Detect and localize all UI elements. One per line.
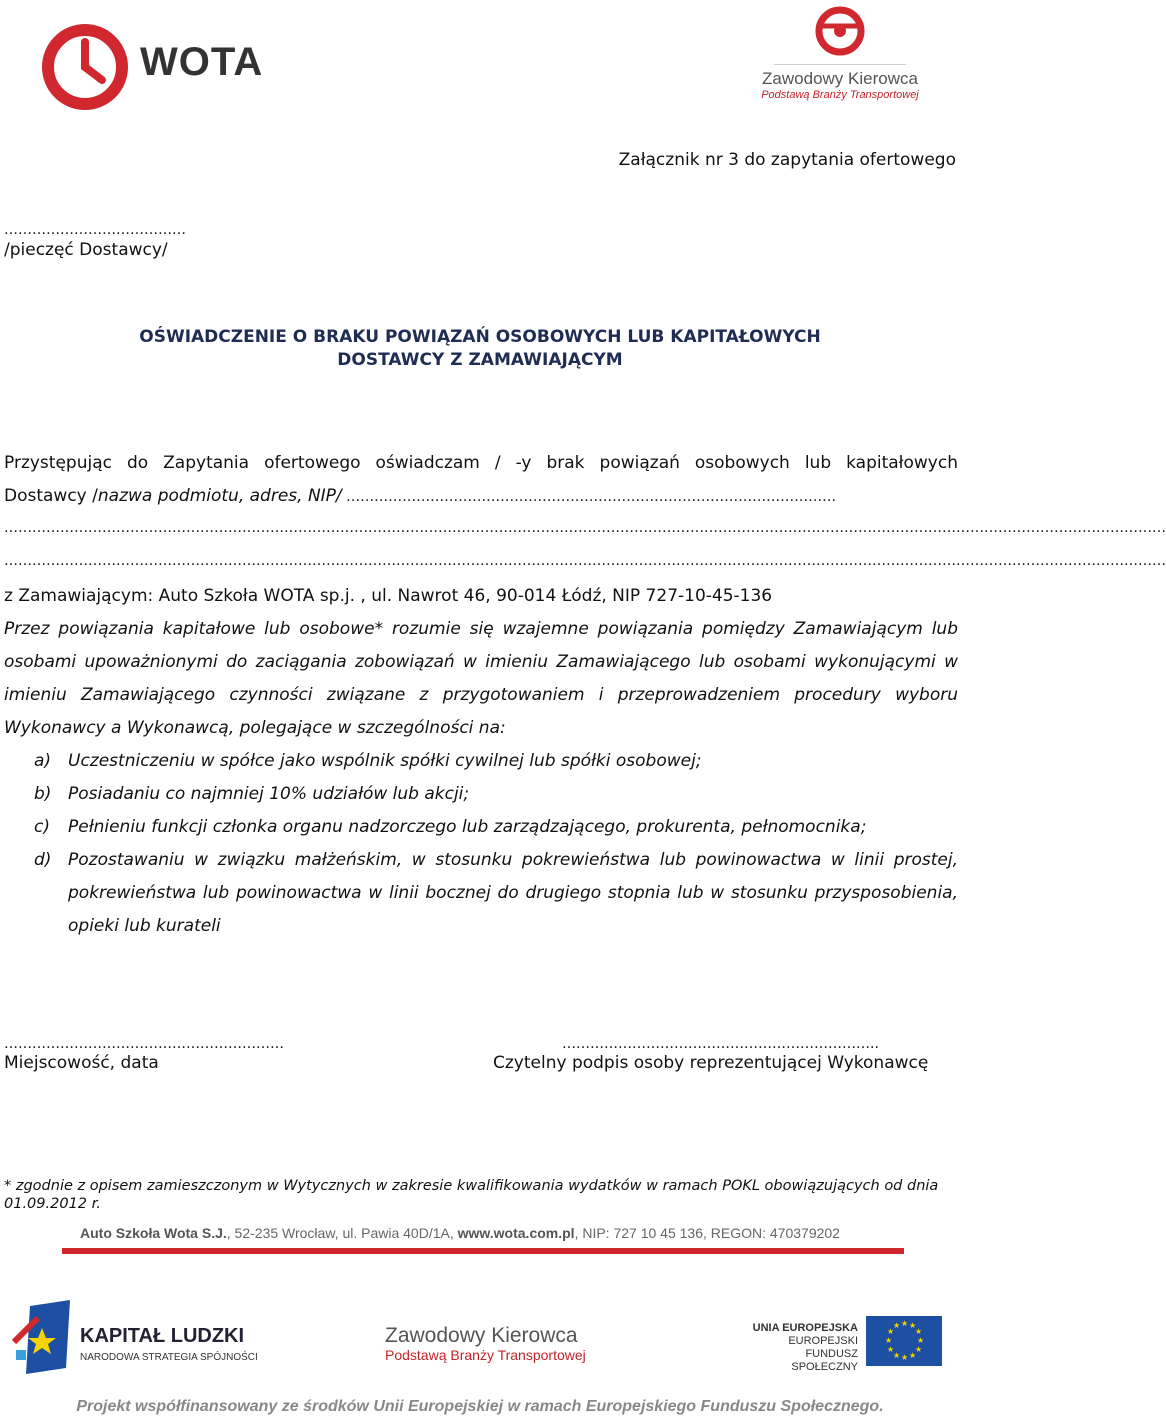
wota-ring-icon <box>40 22 130 112</box>
definition-paragraph: Przez powiązania kapitałowe lub osobowe* rozumie się wzajemne powiązania pomiędzy Zamawiającym lub osobami upoważnionymi do zaciągania zobowiązań w imieniu Zamawiającego lub osobami wykonującymi w imieniu Zamawiającego czynności związane z przygotowaniem i przeprowadzeniem procedury wyboru Wykonawcy a Wykonawcą, polegające w szczególności na: <box>4 619 958 738</box>
list-item-text: Pozostawaniu w związku małżeńskim, w stosunku pokrewieństwa lub powinowactwa w linii prostej, pokrewieństwa lub powinowactwa w linii bocznej do drugiego stopnia lub w stosunku przysposobienia, opieki lub kurateli <box>68 850 958 936</box>
company-ids: , NIP: 727 10 45 136, REGON: 470379202 <box>574 1225 840 1241</box>
svg-text:★: ★ <box>901 1353 909 1362</box>
svg-text:★: ★ <box>887 1345 895 1354</box>
kapital-ludzki-subtitle: NARODOWA STRATEGIA SPÓJNOŚCI <box>80 1352 258 1363</box>
list-item <box>34 745 958 778</box>
document-title-line1: OŚWIADCZENIE O BRAKU POWIĄZAŃ OSOBOWYCH LUB KAPITAŁOWYCH <box>139 327 821 347</box>
list-item <box>34 844 958 943</box>
svg-text:★: ★ <box>887 1327 895 1336</box>
stamp-dots: ………………………………… <box>4 222 186 238</box>
kapital-ludzki-star-icon <box>10 1298 76 1378</box>
orderer-line: z Zamawiającym: Auto Szkoła WOTA sp.j. , ul. Nawrot 46, 90-014 Łódź, NIP 727-10-45-136 <box>4 586 773 606</box>
list-item <box>34 811 958 844</box>
eu-flag-icon <box>866 1316 942 1366</box>
zk-logo-subtitle: Podstawą Branży Transportowej <box>761 89 919 101</box>
intro-line2-dots: …………………………………………………………………………………………… <box>341 489 837 505</box>
footnote: * zgodnie z opisem zamieszczonym w Wytycznych w zakresie kwalifikowania wydatków w ramach POKL obowiązujących od dnia 01.09.2012 r. <box>4 1178 939 1212</box>
stamp-label: /pieczęć Dostawcy/ <box>4 240 168 260</box>
svg-text:★: ★ <box>901 1319 909 1328</box>
company-address: , 52-235 Wrocław, ul. Pawia 40D/1A, <box>226 1225 458 1241</box>
zk-logo-title: Zawodowy Kierowca <box>762 69 918 88</box>
attachment-label: Załącznik nr 3 do zapytania ofertowego <box>618 150 956 170</box>
company-name: Auto Szkoła Wota S.J. <box>80 1225 227 1241</box>
intro-line2-a: Dostawcy / <box>4 486 98 506</box>
eu-line3: FUNDUSZ SPOŁECZNY <box>791 1348 858 1373</box>
list-item-mark: c) <box>34 817 50 837</box>
svg-text:★: ★ <box>885 1336 893 1345</box>
svg-text:★: ★ <box>915 1345 923 1354</box>
wota-logo-text: WOTA <box>140 40 264 84</box>
svg-text:★: ★ <box>893 1351 901 1360</box>
company-info <box>80 1225 840 1241</box>
definition-list <box>34 745 958 943</box>
company-website: www.wota.com.pl <box>457 1225 575 1241</box>
dots-line-1: …………………………………………………………………………………………………………………………………………………………………………………………………………………………… <box>4 520 1166 536</box>
place-date-dots: …………………………………………………… <box>4 1036 284 1052</box>
list-item-text: Pełnieniu funkcji członka organu nadzorczego lub zarządzającego, prokurenta, pełnomocnika; <box>68 817 867 837</box>
intro-line1: Przystępując do Zapytania ofertowego oświadczam / -y brak powiązań osobowych lub kapitałowych <box>4 453 958 473</box>
eu-line2: EUROPEJSKI <box>788 1335 858 1347</box>
svg-text:★: ★ <box>917 1336 925 1345</box>
list-item-text: Uczestniczeniu w spółce jako wspólnik spółki cywilnej lub spółki osobowej; <box>68 751 702 771</box>
svg-text:★: ★ <box>909 1321 917 1330</box>
steering-wheel-icon <box>813 4 867 58</box>
eu-line1: UNIA EUROPEJSKA <box>752 1322 858 1334</box>
kapital-ludzki-title: KAPITAŁ LUDZKI <box>80 1325 245 1347</box>
intro-line2 <box>4 480 958 514</box>
document-title-line2: DOSTAWCY Z ZAMAWIAJĄCYM <box>337 350 623 370</box>
svg-text:★: ★ <box>893 1321 901 1330</box>
svg-text:★: ★ <box>909 1351 917 1360</box>
list-item-mark: d) <box>34 850 52 870</box>
intro-line2-b: nazwa podmiotu, adres, NIP/ <box>97 486 342 506</box>
eu-fund-text <box>740 1322 858 1374</box>
signature-dots: ………………………………………………………….. <box>562 1036 879 1052</box>
zawodowy-kierowca-logo <box>760 4 920 104</box>
footer-divider <box>62 1248 904 1254</box>
list-item <box>34 778 958 811</box>
list-item-mark: b) <box>34 784 52 804</box>
cofinancing-note: Projekt współfinansowany ze środków Unii Europejskiej w ramach Europejskiego Funduszu Społecznego. <box>76 1398 884 1415</box>
signature-label: Czytelny podpis osoby reprezentującej Wykonawcę <box>493 1053 929 1073</box>
list-item-mark: a) <box>34 751 52 771</box>
svg-text:★: ★ <box>915 1327 923 1336</box>
footer-zk-title: Zawodowy Kierowca <box>385 1324 578 1347</box>
dots-line-2: …………………………………………………………………………………………………………………………………………………………………………………………………………………………… <box>4 553 1166 569</box>
list-item-text: Posiadaniu co najmniej 10% udziałów lub akcji; <box>68 784 470 804</box>
footer-zk-subtitle: Podstawą Branży Transportowej <box>385 1347 586 1363</box>
place-date-label: Miejscowość, data <box>4 1053 159 1073</box>
